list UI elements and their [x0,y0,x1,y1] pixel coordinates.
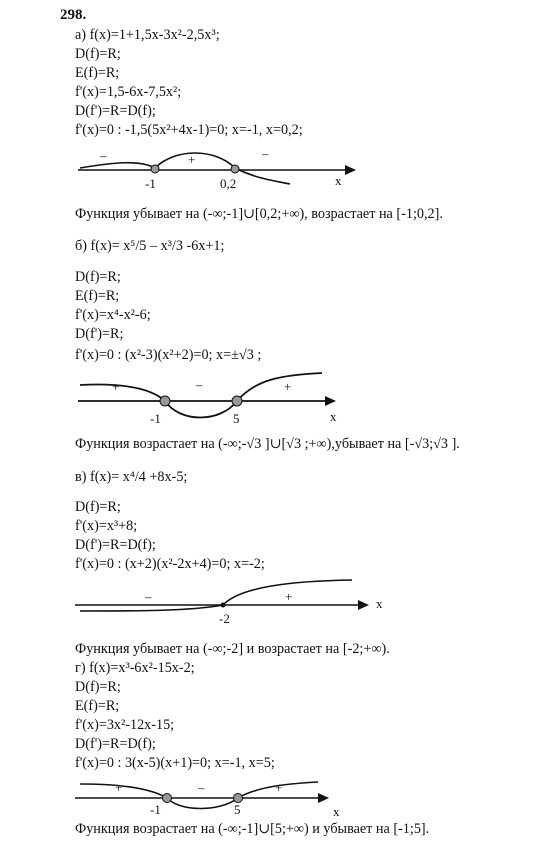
part-b-range: E(f)=R; [75,288,120,304]
axis-label-v: x [376,596,383,611]
part-v-derivative-domain: D(f')=R=D(f); [75,537,156,553]
part-b-critical-points: f'(x)=0 : (x²-3)(x²+2)=0; x=±√3 ; [75,347,262,363]
part-b-derivative: f'(x)=x⁴-x²-6; [75,307,151,323]
sign-diagram-a [0,140,550,195]
part-b-derivative-domain: D(f')=R; [75,326,124,342]
axis-label-a: x [335,173,342,188]
part-b-domain: D(f)=R; [75,269,121,285]
sign-diagram-v [0,575,550,630]
sign-g-3: + [275,780,283,795]
part-b-function: б) f(x)= x⁵/5 – x³/3 -6x+1; [75,238,225,254]
part-v-function: в) f(x)= x⁴/4 +8x-5; [75,469,188,485]
part-g-function: г) f(x)=x³-6x²-15x-2; [75,660,195,676]
axis-label-g: x [333,804,340,819]
point-a-1: -1 [145,176,156,191]
part-a-derivative: f'(x)=1,5-6x-7,5x²; [75,84,182,100]
sign-v-1: – [145,589,152,604]
sign-diagram-b [0,365,550,425]
part-a-function: а) f(x)=1+1,5x-3x²-2,5x³; [75,27,220,43]
sign-g-2: – [198,780,205,795]
point-b-2: 5 [233,411,240,426]
sign-a-2: + [188,152,196,167]
part-g-critical-points: f'(x)=0 : 3(x-5)(x+1)=0; x=-1, x=5; [75,755,275,771]
part-g-conclusion: Функция возрастает на (-∞;-1]∪[5;+∞) и убывает на [-1;5]. [75,821,430,837]
part-g-derivative-domain: D(f')=R=D(f); [75,736,156,752]
axis-label-b: x [330,409,337,424]
part-g-derivative: f'(x)=3x²-12x-15; [75,717,175,733]
point-v-1: -2 [219,611,230,626]
part-a-critical-points: f'(x)=0 : -1,5(5x²+4x-1)=0; x=-1, x=0,2; [75,122,303,138]
point-g-1: -1 [150,802,161,817]
part-a-range: E(f)=R; [75,65,120,81]
sign-b-1: + [112,379,120,394]
point-b-1: -1 [150,411,161,426]
part-a-conclusion: Функция убывает на (-∞;-1]∪[0,2;+∞), возрастает на [-1;0,2]. [75,206,443,222]
part-a-domain: D(f)=R; [75,46,121,62]
part-g-domain: D(f)=R; [75,679,121,695]
problem-number: 298. [60,7,87,23]
point-g-2: 5 [234,802,241,817]
sign-diagram-g [0,774,550,819]
sign-a-1: – [100,148,107,163]
sign-v-2: + [285,589,293,604]
part-v-critical-points: f'(x)=0 : (x+2)(x²-2x+4)=0; x=-2; [75,556,265,572]
sign-g-1: + [115,780,123,795]
part-a-derivative-domain: D(f')=R=D(f); [75,103,156,119]
sign-b-2: – [196,377,203,392]
sign-a-3: – [262,146,269,161]
part-b-conclusion: Функция возрастает на (-∞;-√3 ]∪[√3 ;+∞),убывает на [-√3;√3 ]. [75,436,460,452]
part-v-derivative: f'(x)=x³+8; [75,518,138,534]
sign-b-3: + [284,379,292,394]
point-a-2: 0,2 [220,176,237,191]
part-g-range: E(f)=R; [75,698,120,714]
part-v-conclusion: Функция убывает на (-∞;-2] и возрастает на [-2;+∞). [75,641,390,657]
part-v-domain: D(f)=R; [75,499,121,515]
